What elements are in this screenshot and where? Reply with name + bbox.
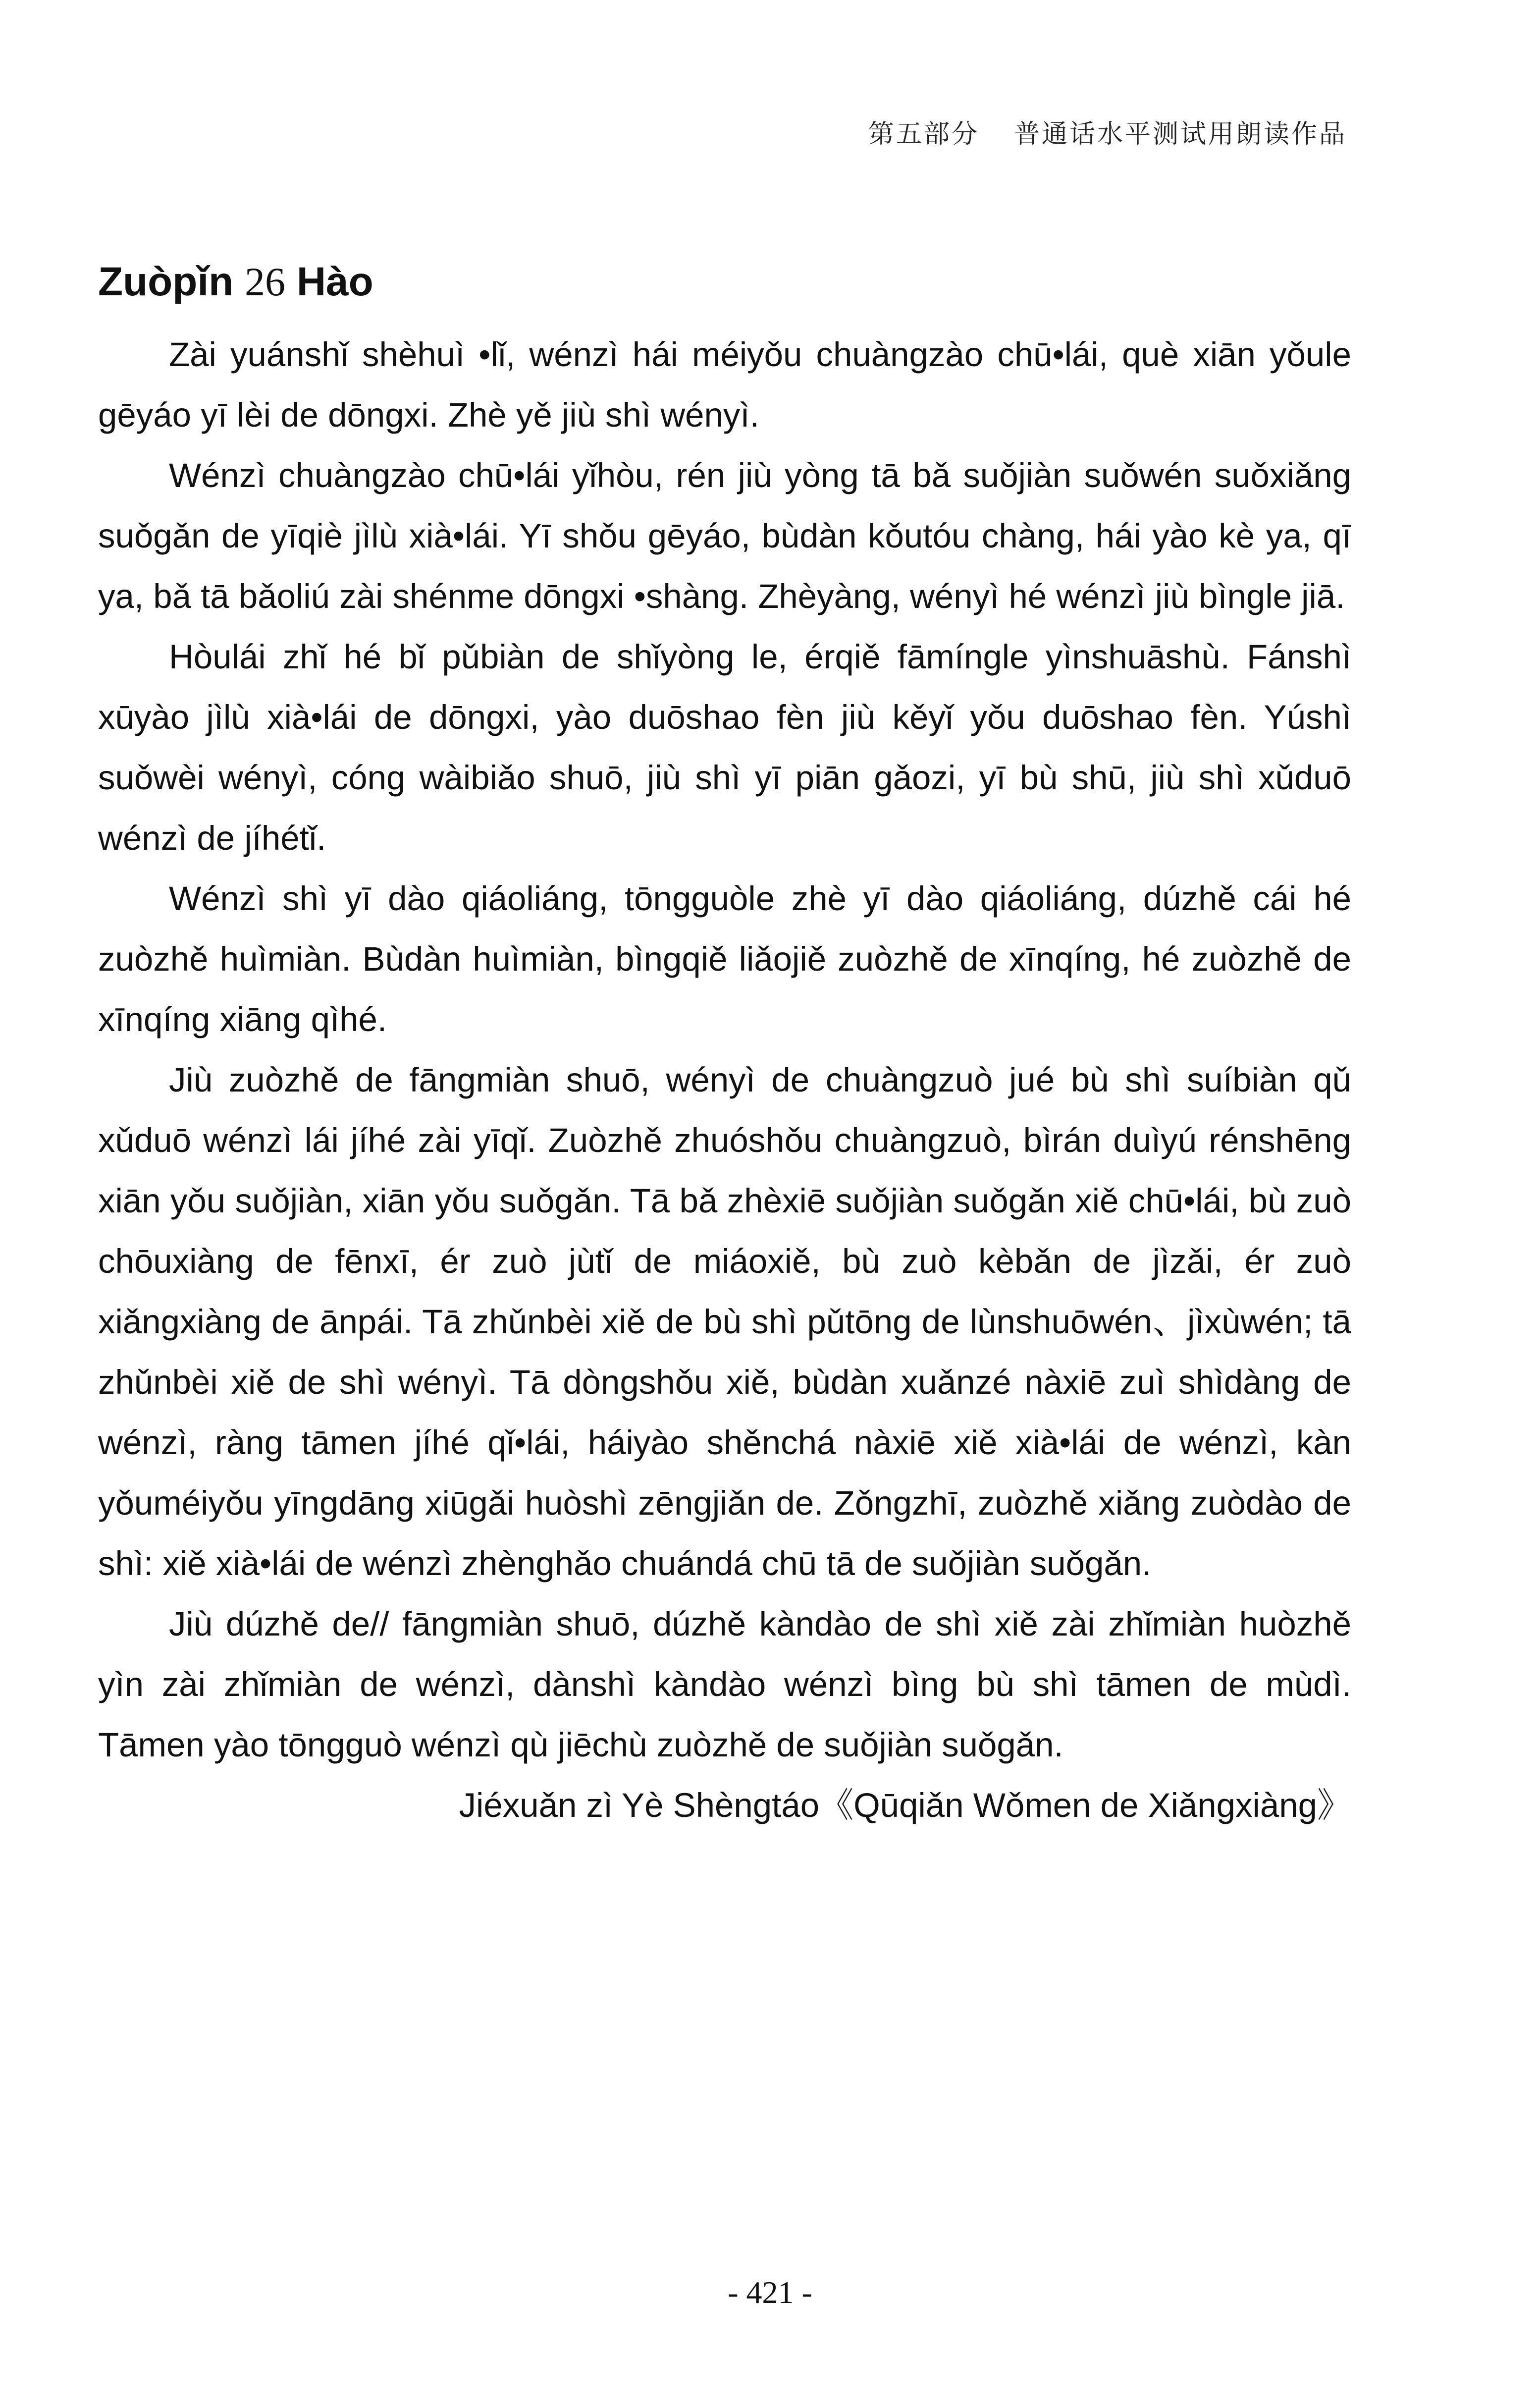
paragraph-4: Wénzì shì yī dào qiáoliáng, tōngguòle zhè yī dào qiáoliáng, dúzhě cái hé zuòzhě huìmiàn. Bùdàn huìmiàn, bìngqiě liǎojiě zuòzhě de xīnqíng, hé zuòzhě de xīnqíng xiāng qìhé. <box>98 879 1351 1039</box>
title-number: 26 <box>245 259 286 304</box>
paragraph-5: Jiù zuòzhě de fāngmiàn shuō, wényì de chuàngzuò jué bù shì suíbiàn qǔ xǔduō wénzì lái jíhé zài yīqǐ. Zuòzhě zhuóshǒu chuàngzuò, bìrán duìyú rénshēng xiān yǒu suǒjiàn, xiān yǒu suǒgǎn. Tā bǎ zhèxiē suǒjiàn suǒgǎn xiě chū•lái, bù zuò chōuxiàng de fēnxī, ér zuò jùtǐ de miáoxiě, bù zuò kèbǎn de jìzǎi, ér zuò xiǎngxiàng de ānpái. Tā zhǔnbèi xiě de bù shì pǔtōng de lùnshuōwén、jìxùwén; tā zhǔnbèi xiě de shì wényì. Tā dòngshǒu xiě, bùdàn xuǎnzé nàxiē zuì shìdàng de wénzì, ràng tāmen jíhé qǐ•lái, háiyào shěnchá nàxiē xiě xià•lái de wénzì, kàn yǒuméiyǒu yīngdāng xiūgǎi huòshì zēngjiǎn de. Zǒngzhī, zuòzhě xiǎng zuòdào de shì: xiě xià•lái de wénzì zhènghǎo chuándá chū tā de suǒjiàn suǒgǎn. <box>98 1061 1351 1583</box>
page-number: - 421 - <box>728 2275 812 2310</box>
reading-text <box>98 325 1351 1836</box>
title-suffix: Hào <box>296 259 373 304</box>
running-header <box>868 113 1347 150</box>
paragraph-6: Jiù dúzhě de// fāngmiàn shuō, dúzhě kàndào de shì xiě zài zhǐmiàn huòzhě yìn zài zhǐmiàn de wénzì, dànshì kàndào wénzì bìng bù shì tāmen de mùdì. Tāmen yào tōngguò wénzì qù jiēchù zuòzhě de suǒjiàn suǒgǎn. <box>98 1605 1351 1764</box>
piece-title <box>98 259 373 305</box>
paragraph-2: Wénzì chuàngzào chū•lái yǐhòu, rén jiù yòng tā bǎ suǒjiàn suǒwén suǒxiǎng suǒgǎn de yīqiè jìlù xià•lái. Yī shǒu gēyáo, bùdàn kǒutóu chàng, hái yào kè ya, qī ya, bǎ tā bǎoliú zài shénme dōngxi •shàng. Zhèyàng, wényì hé wénzì jiù bìngle jiā. <box>98 456 1351 615</box>
title-prefix: Zuòpǐn <box>98 259 234 304</box>
paragraph-1: Zài yuánshǐ shèhuì •lǐ, wénzì hái méiyǒu chuàngzào chū•lái, què xiān yǒule gēyáo yī lèi de dōngxi. Zhè yě jiù shì wényì. <box>98 335 1351 434</box>
header-section: 普通话水平测试用朗读作品 <box>1013 119 1347 149</box>
paragraph-3: Hòulái zhǐ hé bǐ pǔbiàn de shǐyòng le, érqiě fāmíngle yìnshuāshù. Fánshì xūyào jìlù xià•lái de dōngxi, yào duōshao fèn jiù kěyǐ yǒu duōshao fèn. Yúshì suǒwèi wényì, cóng wàibiǎo shuō, jiù shì yī piān gǎozi, yī bù shū, jiù shì xǔduō wénzì de jíhétǐ. <box>98 638 1351 857</box>
source-citation: Jiéxuǎn zì Yè Shèngtáo《Qūqiǎn Wǒmen de Xiǎngxiàng》 <box>459 1786 1351 1824</box>
header-part: 第五部分 <box>868 119 979 149</box>
